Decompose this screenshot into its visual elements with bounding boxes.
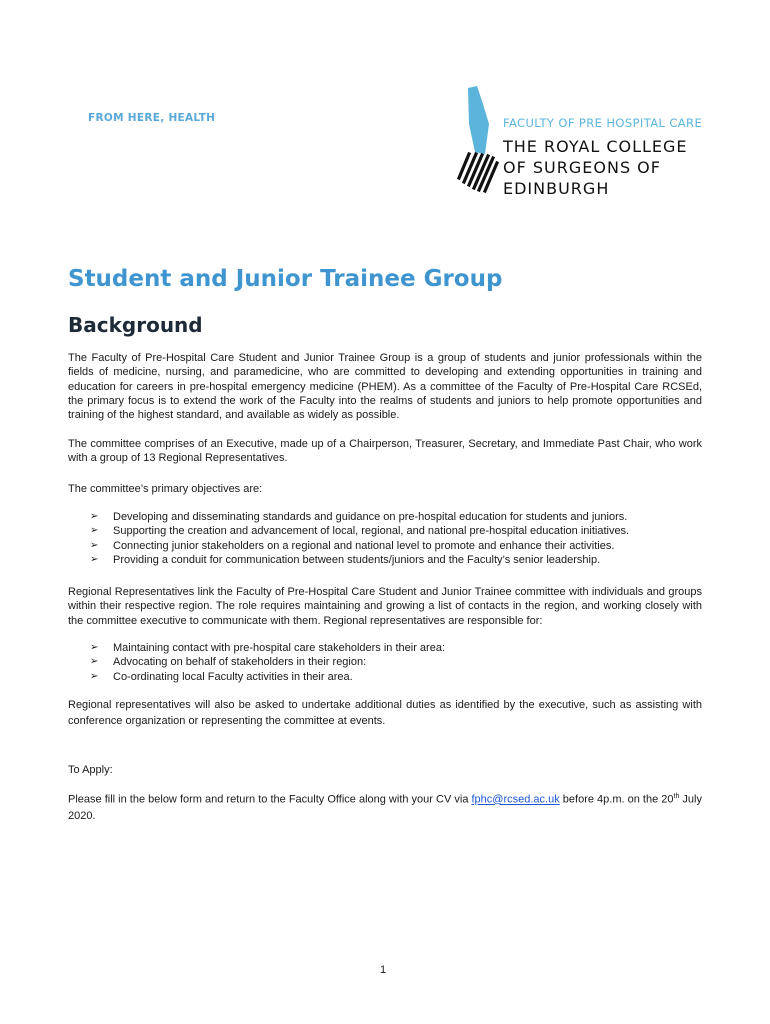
arrow-bullet-icon: ➢ xyxy=(90,525,99,537)
arrow-bullet-icon: ➢ xyxy=(90,553,99,565)
apply-paragraph: Please fill in the below form and return to the Faculty Office along with your CV via fphc@rcsed.ac.uk before 4p.m. on the 20th July 2020. xyxy=(68,793,702,822)
objectives-intro: The committee’s primary objectives are: xyxy=(68,483,263,495)
arrow-bullet-icon: ➢ xyxy=(90,511,99,522)
page-title: Student and Junior Trainee Group xyxy=(68,266,503,292)
list-item: ➢ Advocating on behalf of stakeholders in their region: xyxy=(90,656,367,669)
apply-label: To Apply: xyxy=(68,764,113,776)
list-item: ➢ Developing and disseminating standards and guidance on pre-hospital education for students and juniors. xyxy=(90,511,628,523)
faculty-name: FACULTY OF PRE HOSPITAL CARE xyxy=(503,116,703,130)
background-heading: Background xyxy=(68,313,203,337)
arrow-bullet-icon: ➢ xyxy=(90,539,99,551)
committee-paragraph: The committee comprises of an Executive, made up of a Chairperson, Treasurer, Secretary, and Immediate Past Chair, who work with a group of 13 Regional Representatives. xyxy=(68,438,702,465)
college-name: THE ROYAL COLLEGE OF SURGEONS OF EDINBURGH xyxy=(503,137,688,198)
additional-duties-paragraph: Regional representatives will also be asked to undertake additional duties as identified by the executive, such as assisting with conference organization or representing the committee at events. xyxy=(68,699,702,727)
arrow-bullet-icon: ➢ xyxy=(90,670,99,682)
list-item: ➢ Maintaining contact with pre-hospital care stakeholders in their area: xyxy=(90,642,446,654)
arrow-bullet-icon: ➢ xyxy=(90,656,99,668)
objectives-list xyxy=(90,510,710,567)
list-item: ➢ Providing a conduit for communication between students/juniors and the Faculty’s senior leadership. xyxy=(90,553,601,566)
regional-paragraph: Regional Representatives link the Faculty of Pre-Hospital Care Student and Junior Trainee committee with individuals and groups within their respective region. The role requires maintaining and growing a list of contacts in the region, and working closely with the committee executive to communicate with them. Regional representatives are responsible for: xyxy=(68,586,702,627)
tagline: FROM HERE, HEALTH xyxy=(88,112,216,124)
page-number: 1 xyxy=(380,964,387,976)
arrow-bullet-icon: ➢ xyxy=(90,642,99,653)
rcsed-logo-icon xyxy=(455,84,499,194)
email-link[interactable]: fphc@rcsed.ac.uk xyxy=(471,793,560,806)
list-item: ➢ Connecting junior stakeholders on a regional and national level to promote and enhance their activities. xyxy=(90,539,615,552)
college-logo-text xyxy=(503,116,702,199)
list-item: ➢ Co-ordinating local Faculty activities in their area. xyxy=(90,670,353,683)
responsibilities-list xyxy=(90,641,710,684)
list-item: ➢ Supporting the creation and advancement of local, regional, and national pre-hospital education initiatives. xyxy=(90,525,630,538)
intro-paragraph: The Faculty of Pre-Hospital Care Student and Junior Trainee Group is a group of students and junior professionals within the fields of medicine, nursing, and paramedicine, who are committed to developing and extending opportunities in training and education for careers in pre-hospital emergency medicine (PHEM). As a committee of the Faculty of Pre-Hospital Care RCSEd, the primary focus is to extend the work of the Faculty into the realms of students and juniors to help promote opportunities and training of the highest standard, and available as widely as possible. xyxy=(68,352,702,422)
